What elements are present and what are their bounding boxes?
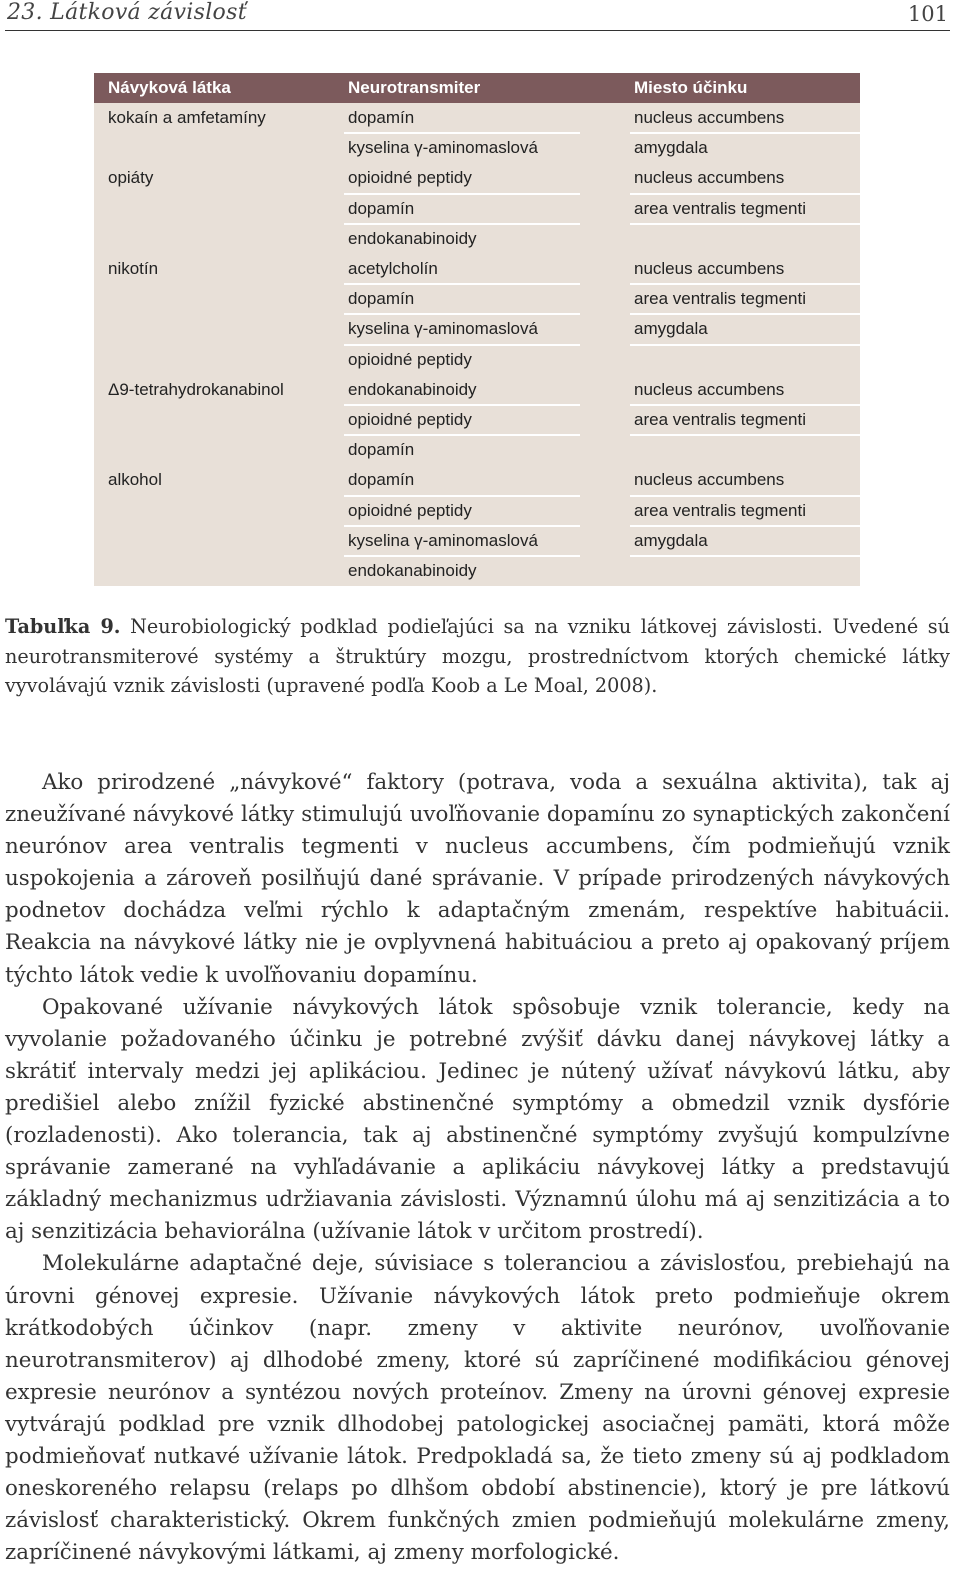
substance-cell: opiáty [108,168,154,188]
site-cell: nucleus accumbens [634,108,785,127]
neurotransmitter-cell: opioidné peptidy [348,500,472,520]
caption-text: Neurobiologický podklad podieľajúci sa na vzniku látkovej závislosti. Uvedené sú neurotransmiterové systémy a štruktúry mozgu, prostredníctvom ktorých chemické látky vyvolávajú vznik závislosti (upravené podľa Koob a Le Moal, 2008). [5,615,951,697]
table-row [94,556,860,586]
column-header-neurotransmitter: Neurotransmiter [348,78,481,97]
table-row [94,435,860,465]
substance-cell: Δ9-tetrahydrokanabinol [108,379,284,399]
table-row [94,496,860,526]
substance-cell: kokaín a amfetamíny [108,108,266,127]
table-row [94,405,860,435]
neurotransmitter-cell: endokanabinoidy [348,379,477,399]
neurotransmitter-cell: opioidné peptidy [348,410,472,429]
site-cell: nucleus accumbens [634,379,785,399]
table-row [94,133,860,163]
neurotransmitter-cell: kyselina γ-aminomaslová [348,138,538,158]
site-cell: area ventralis tegmenti [634,198,806,218]
substance-cell: alkohol [108,470,162,490]
neurotransmitter-cell: dopamín [348,470,415,490]
site-cell: amygdala [634,319,708,339]
paragraph: Opakované užívanie návykových látok spôsobuje vznik tolerancie, kedy na vyvolanie požadovaného účinku je potrebné zvýšiť dávku danej návykovej látky a skrátiť intervaly medzi jej aplikáciou. Jedinec je nútený užívať návykovú látku, aby predišiel alebo znížil fyzické abstinenčné symptómy a obmedzil vznik dysfórie (rozladenosti). Ako tolerancia, tak aj abstinenčné symptómy zvyšujú kompulzívne správanie zamerané na vyhľadávanie a aplikáciu návykovej látky a predstavujú základný mechanizmus udržiavania závislosti. Významnú úlohu má aj senzitizácia a to aj senzitizácia behaviorálna (užívanie látok v určitom prostredí). [5,994,950,1245]
table-header-row [94,73,860,103]
neurotransmitter-cell: dopamín [348,198,415,218]
page-number: 101 [907,2,948,26]
page-header [5,0,950,31]
site-cell: nucleus accumbens [634,470,785,490]
table-row [94,465,860,495]
chapter-title: 23. Látková závislosť [7,0,247,25]
paragraph: Ako prirodzené „návykové“ faktory (potrava, voda a sexuálna aktivita), tak aj zneužívané návykové látky stimulujú uvoľňovanie dopamínu zo synaptických zakončení neurónov area ventralis tegmenti v nucleus accumbens, čím podmieňujú vznik uspokojenia a zároveň posilňujú dané správanie. V prípade prirodzených návykových podnetov dochádza veľmi rýchlo k adaptačným zmenám, respektíve habituácii. Reakcia na návykové látky nie je ovplyvnená habituáciou a preto aj opakovaný príjem týchto látok vedie k uvoľňovaniu dopamínu. [5,770,950,988]
column-header-site: Miesto účinku [634,78,748,97]
table-row [94,284,860,314]
table-row [94,254,860,284]
paragraph: Molekulárne adaptačné deje, súvisiace s toleranciou a závislosťou, prebiehajú na úrovni génovej expresie. Užívanie návykových látok preto podmieňuje okrem krátkodobých účinkov (napr. zmeny v aktivite neurónov, uvoľňovanie neurotransmiterov) aj dlhodobé zmeny, ktoré sú zapríčinené modifikáciou génovej expresie neurónov a syntézou nových proteínov. Zmeny na úrovni génovej expresie vytvárajú podklad pre vznik dlhodobej patologickej asociačnej pamäti, ktorá môže podmieňovať nutkavé užívanie látok. Predpokladá sa, že tieto zmeny sú aj podkladom oneskoreného relapsu (relaps po dlhšom období abstinencie), ktorý je pre látkovú závislosť charakteristický. Okrem funkčných zmien podmieňujú molekulárne zmeny, zapríčinené návykovými látkami, aj zmeny morfologické. [5,1251,950,1566]
table-row [94,345,860,375]
table-row [94,314,860,344]
neurotransmitter-cell: opioidné peptidy [348,349,472,369]
substance-cell: nikotín [108,259,159,278]
site-cell: nucleus accumbens [634,168,785,188]
caption-label: Tabuľka 9. [5,615,121,638]
column-header-substance: Návyková látka [108,78,231,97]
neurotransmitter-cell: acetylcholín [348,259,438,278]
neurotransmitter-cell: endokanabinoidy [348,561,477,580]
site-cell: amygdala [634,138,708,158]
table-row [94,163,860,193]
neurotransmitter-cell: opioidné peptidy [348,168,472,188]
site-cell: nucleus accumbens [634,259,785,278]
site-cell: area ventralis tegmenti [634,289,806,309]
neurotransmitter-cell: dopamín [348,108,415,127]
table-row [94,375,860,405]
site-cell: area ventralis tegmenti [634,410,806,429]
table-caption [5,612,950,701]
neurotransmitter-cell: endokanabinoidy [348,228,477,248]
site-cell: amygdala [634,530,708,550]
table-row [94,526,860,556]
table-row [94,224,860,254]
neurotransmitter-cell: dopamín [348,440,415,460]
table-row [94,194,860,224]
neurotransmitter-cell: kyselina γ-aminomaslová [348,319,538,339]
site-cell: area ventralis tegmenti [634,500,806,520]
body-text [5,767,950,1569]
table-row [94,103,860,133]
substance-table [94,73,860,586]
neurotransmitter-cell: dopamín [348,289,415,309]
neurotransmitter-cell: kyselina γ-aminomaslová [348,530,538,550]
